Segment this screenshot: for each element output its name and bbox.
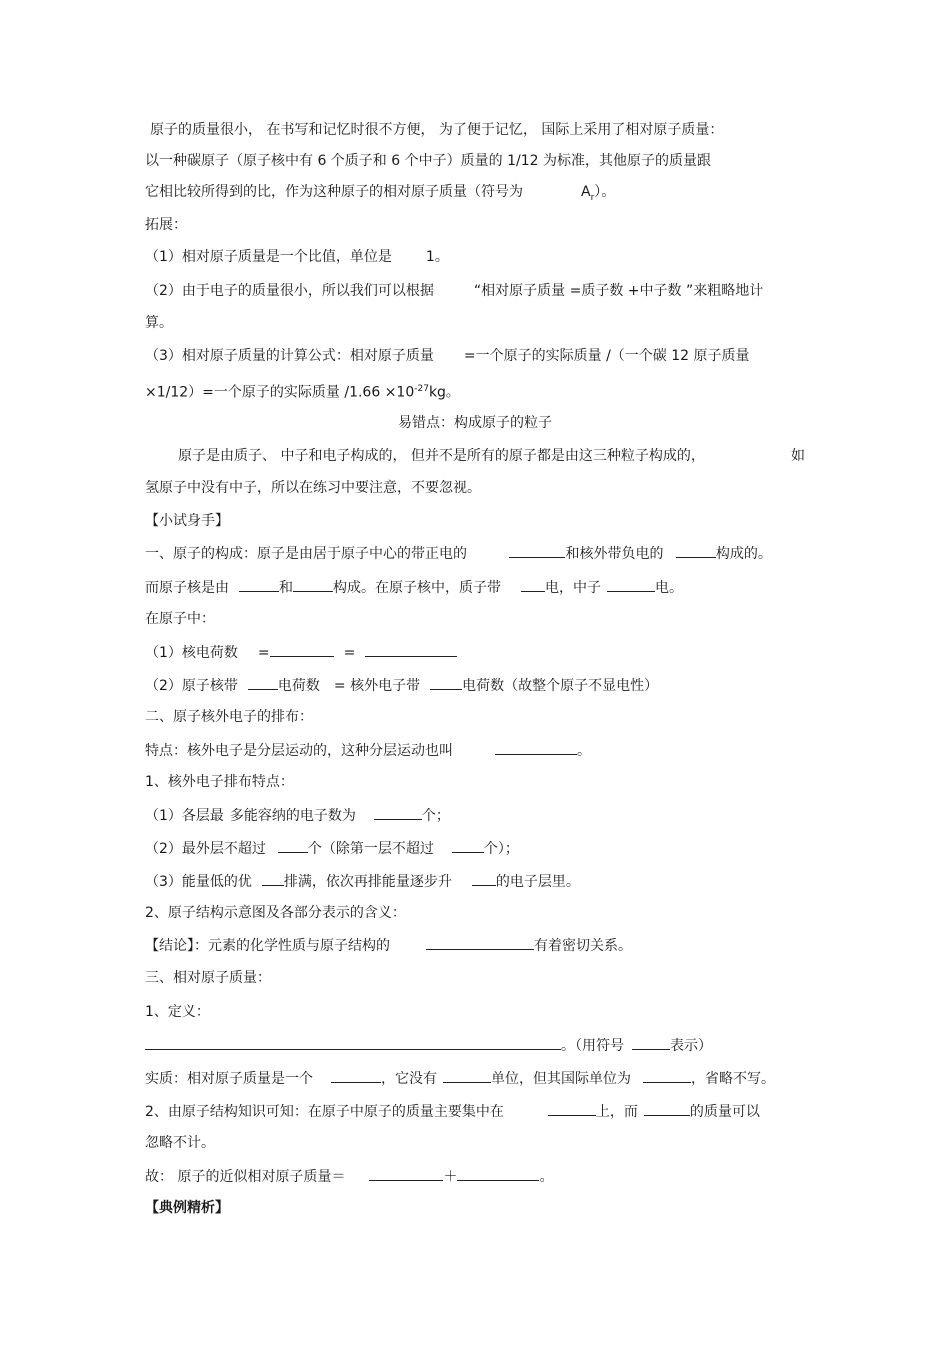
blank-energy-first[interactable] — [262, 871, 284, 886]
extension-item-2-formula: “相对原子质量 =质子数 +中子数 ”来粗略地计 — [473, 283, 764, 299]
layer-max-b: 多能容纳的电子数为 — [229, 808, 356, 824]
section-1-l2-a: 而原子核是由 — [145, 580, 229, 596]
intro-line-3 — [145, 182, 615, 208]
blank-proton[interactable] — [239, 577, 279, 592]
section-1-line-3: 在原子中： — [145, 611, 215, 627]
extension-item-2-text: （2）由于电子的质量很小，所以我们可以根据 — [145, 283, 434, 299]
feature-end: 。 — [577, 743, 591, 759]
blank-definition[interactable] — [145, 1035, 561, 1050]
nucleus-charge-text: （2）原子核带 — [145, 678, 238, 694]
blank-neutron[interactable] — [293, 577, 333, 592]
nuclear-charge-label: （1）核电荷数 — [145, 645, 238, 661]
extension-item-1-text: （1）相对原子质量是一个比值，单位是 — [145, 249, 392, 265]
definition-end: 表示） — [670, 1038, 712, 1054]
energy-c: 的电子层里。 — [495, 874, 580, 890]
extension-item-3-text: （3）相对原子质量的计算公式：相对原子质量 — [145, 348, 434, 364]
blank-neutron-charge[interactable] — [607, 577, 655, 592]
outer-electron-text: = 核外电子带 — [333, 678, 421, 694]
feature-text: 特点：核外电子是分层运动的，这种分层运动也叫 — [145, 743, 453, 759]
section-2-item-1 — [145, 805, 450, 826]
section-3-essence — [145, 1068, 775, 1089]
extension-item-3-unit: kg。 — [428, 384, 460, 401]
layer-max-a: （1）各层最 — [145, 808, 224, 824]
blank-unit[interactable] — [443, 1068, 491, 1083]
mistake-line-1: 原子是由质子、 中子和电子构成的， 但并不是所有的原子都是由这三种粒子构成的， — [178, 448, 705, 464]
extension-heading: 拓展： — [145, 217, 187, 233]
blank-mass-center[interactable] — [548, 1101, 596, 1116]
energy-a: （3）能量低的优 — [145, 874, 252, 890]
section-1-text-c: 构成的。 — [715, 546, 772, 562]
layer-max-c: 个； — [421, 808, 450, 824]
section-2-conclusion — [145, 935, 632, 956]
essence-d: ，省略不写。 — [691, 1071, 775, 1087]
essence-c: 单位，但其国际单位为 — [491, 1071, 631, 1087]
section-2-item-2 — [145, 838, 519, 859]
section-1-item-1 — [145, 642, 457, 663]
section-3-sub-2 — [145, 1101, 760, 1122]
blank-approx-1[interactable] — [369, 1166, 443, 1181]
intro-line-3-text: 它相比较所得到的比，作为这种原子的相对原子质量（符号为 — [145, 184, 523, 200]
mistake-line-2: 氢原子中没有中子，所以在练习中要注意，不要忽视。 — [145, 480, 481, 496]
section-1-l2-c: 构成。在原子核中，质子带 — [333, 580, 501, 596]
section-2-heading: 二、原子核外电子的排布： — [145, 709, 313, 725]
conclusion-text: 【结论】：元素的化学性质与原子结构的 — [145, 938, 390, 954]
section-3-conclusion — [145, 1166, 553, 1187]
blank-approx-2[interactable] — [457, 1166, 539, 1181]
extension-item-3-line-2 — [145, 379, 460, 403]
section-1-l2-e: 电。 — [655, 580, 683, 596]
section-1-l2-d: 电，中子 — [545, 580, 601, 596]
blank-max-electrons[interactable] — [374, 805, 422, 820]
blank-electron-charge[interactable] — [430, 675, 462, 690]
definition-symbol-text: 。（用符号 — [561, 1038, 624, 1054]
intro-line-1: 原子的质量很小， 在书写和记忆时很不方便， 为了便于记忆， 国际上采用了相对原子质量： — [150, 122, 724, 138]
section-3-sub-2-end: 忽略不计。 — [145, 1135, 215, 1151]
intro-line-2: 以一种碳原子（原子核中有 6 个质子和 6 个中子）质量的 1/12 为标准，其他原子的质量跟 — [145, 153, 711, 169]
essence-a: 实质：相对原子质量是一个 — [145, 1071, 313, 1087]
extension-item-3-formula: =一个原子的实际质量 /（一个碳 12 原子质量 — [463, 348, 750, 364]
equals-1: = — [257, 645, 270, 661]
extension-item-2 — [145, 281, 763, 301]
blank-charge-1[interactable] — [270, 642, 334, 657]
charge-word-1: 电荷数 — [277, 678, 320, 694]
blank-si-unit[interactable] — [643, 1068, 691, 1083]
section-1-l2-b: 和 — [279, 580, 293, 596]
mass-center-c: 的质量可以 — [689, 1104, 760, 1120]
blank-nucleus-charge[interactable] — [248, 675, 278, 690]
blank-electron[interactable] — [676, 543, 716, 558]
section-2-sub-1: 1、核外电子排布特点： — [145, 774, 294, 790]
extension-item-1 — [145, 247, 449, 267]
blank-conclusion[interactable] — [426, 935, 534, 950]
section-3-definition — [145, 1035, 712, 1056]
section-3-sub-1: 1、定义： — [145, 1004, 210, 1020]
section-2-sub-2: 2、原子结构示意图及各部分表示的含义： — [145, 905, 406, 921]
equals-2: = — [343, 645, 356, 661]
section-1-line-1 — [145, 543, 772, 564]
mistake-title: 易错点：构成原子的粒子 — [398, 415, 552, 431]
approx-end: 。 — [539, 1169, 554, 1185]
approx-text: 故： 原子的近似相对原子质量＝ — [145, 1169, 346, 1185]
section-2-item-3 — [145, 871, 580, 892]
blank-proton-charge[interactable] — [521, 577, 545, 592]
energy-b: 排满，依次再排能量逐步升 — [283, 874, 452, 890]
blank-nucleus[interactable] — [509, 543, 565, 558]
section-1-item-2 — [145, 675, 658, 696]
blank-symbol[interactable] — [632, 1035, 670, 1050]
practice-heading: 【小试身手】 — [145, 513, 229, 529]
extension-item-3 — [145, 346, 750, 366]
outer-layer-a: （2）最外层不超过 — [145, 841, 266, 857]
blank-charge-2[interactable] — [365, 642, 457, 657]
example-heading: 【典例精析】 — [145, 1200, 229, 1216]
section-2-feature — [145, 740, 591, 761]
symbol-r: r — [590, 192, 595, 203]
blank-outer-max[interactable] — [278, 838, 308, 853]
plus-sign: ＋ — [443, 1169, 458, 1185]
outer-layer-c: 个）； — [483, 841, 519, 857]
section-1-line-2 — [145, 577, 683, 598]
extension-item-3-formula-2: ×1/12）=一个原子的实际质量 /1.66 ×10 — [145, 384, 415, 401]
mass-center-b: 上，而 — [595, 1104, 638, 1120]
extension-item-1-unit: 1。 — [425, 249, 449, 265]
blank-ratio[interactable] — [331, 1068, 381, 1083]
charge-word-2: 电荷数（故整个原子不显电性） — [462, 678, 659, 694]
blank-negligible[interactable] — [644, 1101, 690, 1116]
extension-item-2-end: 算。 — [145, 315, 173, 331]
conclusion-end: 有着密切关系。 — [534, 938, 632, 954]
outer-layer-b: 个（除第一层不超过 — [307, 841, 434, 857]
mass-center-a: 2、由原子结构知识可知：在原子中原子的质量主要集中在 — [145, 1104, 504, 1120]
section-1-text-a: 一、原子的构成：原子是由居于原子中心的带正电的 — [145, 546, 467, 562]
symbol-a: A — [581, 184, 591, 200]
blank-energy-next[interactable] — [472, 871, 496, 886]
exponent: -27 — [414, 384, 429, 394]
blank-layering[interactable] — [495, 740, 577, 755]
blank-first-layer-max[interactable] — [452, 838, 484, 853]
intro-line-3-end: ）。 — [594, 184, 616, 200]
section-1-text-b: 和核外带负电的 — [565, 546, 664, 562]
mistake-line-1-end: 如 — [791, 448, 805, 464]
section-3-heading: 三、相对原子质量： — [145, 970, 271, 986]
essence-b: ，它没有 — [381, 1071, 437, 1087]
